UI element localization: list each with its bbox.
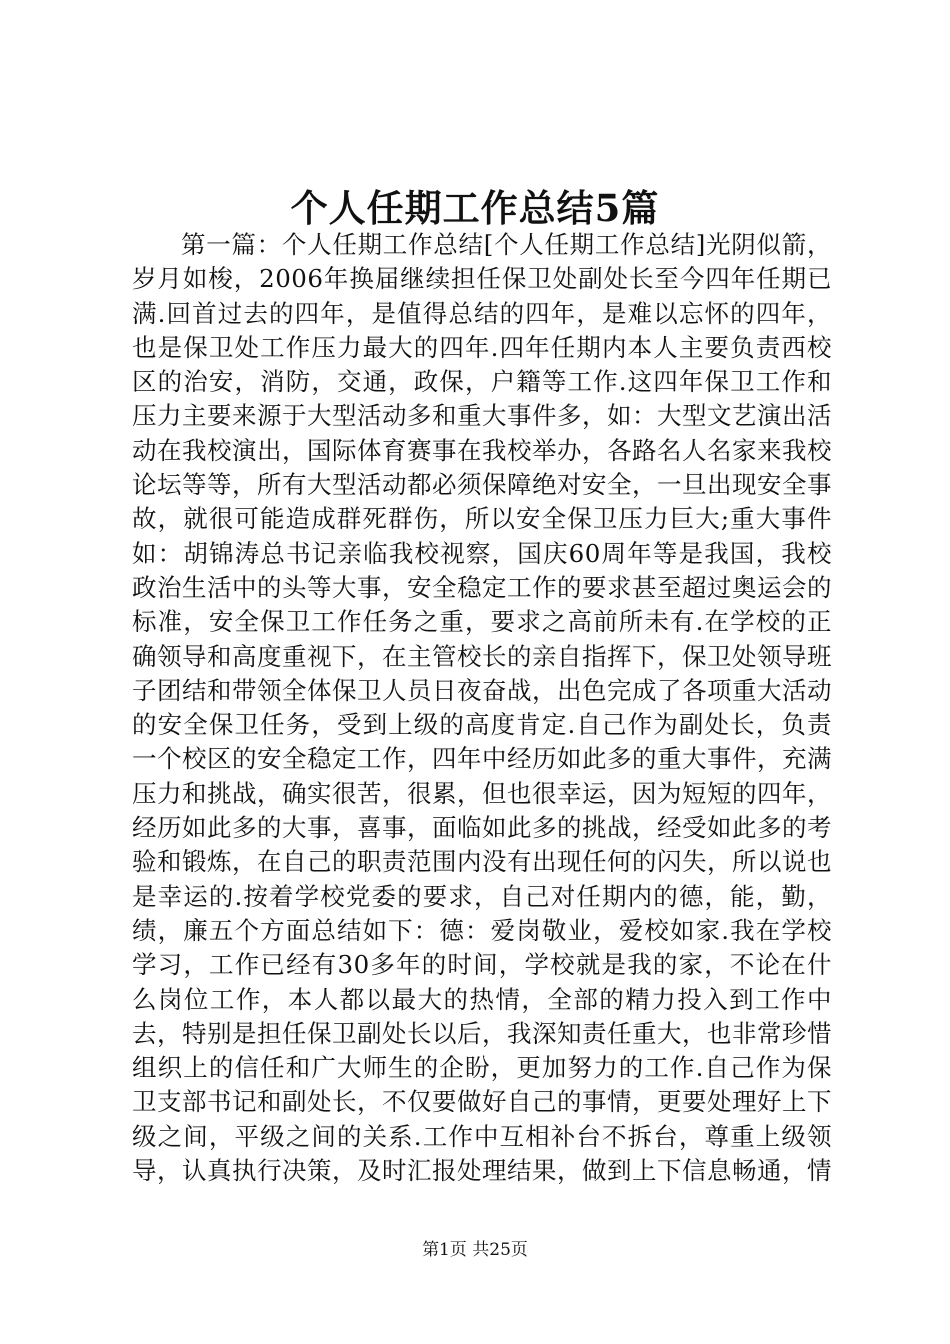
document-title: 个人任期工作总结5篇 [290,186,660,230]
document-body: 第一篇：个人任期工作总结[个人任期工作总结]光阴似箭，岁月如梭，2006年换届继续担任保卫处副处长至今四年任期已满.回首过去的四年，是值得总结的四年，是难以忘怀的四年，也是保卫处工作压力最大的四年.四年任期内本人主要负责西校区的治安，消防，交通，政保，户籍等工作.这四年保卫工作和压力主要来源于大型活动多和重大事件多，如：大型文艺演出活动在我校演出，国际体育赛事在我校举办，各路名人名家来我校论坛等等，所有大型活动都必须保障绝对安全，一旦出现安全事故，就很可能造成群死群伤，所以安全保卫压力巨大;重大事件如：胡锦涛总书记亲临我校视察，国庆60周年等是我国，我校政治生活中的头等大事，安全稳定工作的要求甚至超过奥运会的标准，安全保卫工作任务之重，要求之高前所未有.在学校的正确领导和高度重视下，在主管校长的亲自指挥下，保卫处领导班子团结和带领全体保卫人员日夜奋战，出色完成了各项重大活动的安全保卫任务，受到上级的高度肯定.自己作为副处长，负责一个校区的安全稳定工作，四年中经历如此多的重大事件，充满压力和挑战，确实很苦，很累，但也很幸运，因为短短的四年，经历如此多的大事，喜事，面临如此多的挑战，经受如此多的考验和锻炼，在自己的职责范围内没有出现任何的闪失，所以说也是幸运的.按着学校党委的要求，自己对任期内的德，能，勤，绩，廉五个方面总结如下：德：爱岗敬业，爱校如家.我在学校学习，工作已经有30多年的时间，学校就是我的家，不论在什么岗位工作，本人都以最大的热情，全部的精力投入到工作中去，特别是担任保卫副处长以后，我深知责任重大，也非常珍惜组织上的信任和广大师生的企盼，更加努力的工作.自己作为保卫支部书记和副处长，不仅要做好自己的事情，更要处理好上下级之间，平级之间的关系.工作中互相补台不拆台，尊重上级领导，认真执行决策，及时汇报处理结果，做到上下信息畅通，情 [132,230,832,1186]
page-footer: 第1页 共25页 [422,1240,528,1260]
